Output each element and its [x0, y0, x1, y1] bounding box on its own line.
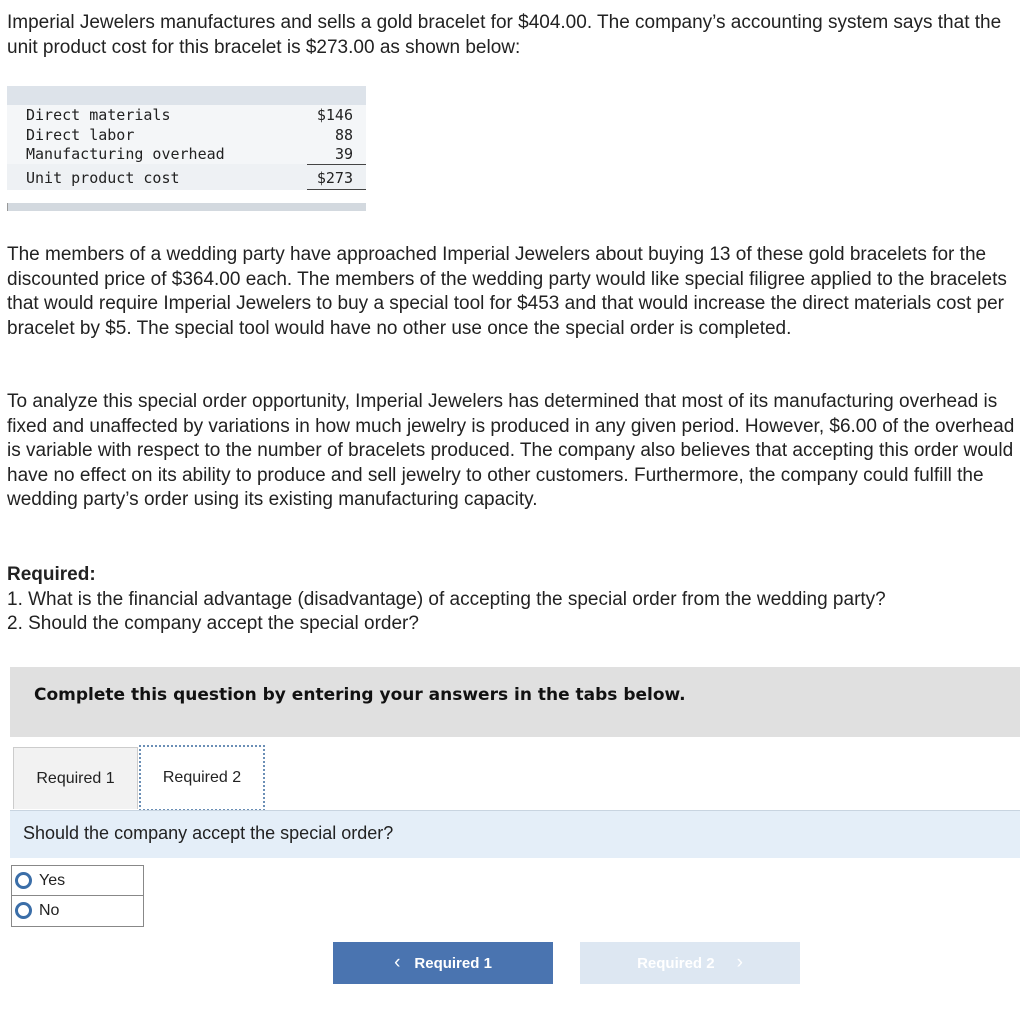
option-label: No: [39, 902, 60, 919]
instruction-bar: [10, 667, 1020, 737]
previous-button-label: Required 1: [414, 954, 492, 972]
scenario-paragraph: The members of a wedding party have approached Imperial Jewelers about buying 13 of these gold bracelets for the discounted price of $364.00 each. The members of the wedding party would like special filigree applied to the bracelets that would require Imperial Jewelers to buy a special tool for $453 and that would increase the direct materials cost per bracelet by $5. The special tool would have no other use once the special order is completed.: [7, 244, 1007, 339]
required-question-2: 2. Should the company accept the special order?: [7, 613, 419, 634]
row-value: 39: [334, 145, 353, 163]
table-row: [7, 144, 366, 164]
required-section: [7, 563, 1019, 637]
chevron-right-icon: ›: [736, 952, 743, 973]
table-row: [7, 125, 366, 145]
tab-required-2[interactable]: Required 2: [139, 745, 265, 811]
next-button[interactable]: [580, 942, 800, 984]
cost-table: [7, 86, 366, 190]
next-button-label: Required 2: [637, 954, 715, 972]
row-value: 88: [334, 125, 353, 144]
required-question-1: 1. What is the financial advantage (disadvantage) of accepting the special order from the wedding party?: [7, 588, 886, 610]
option-no[interactable]: [11, 896, 144, 927]
total-divider: [307, 164, 366, 165]
question-text: Should the company accept the special order?: [23, 823, 394, 843]
intro-paragraph: Imperial Jewelers manufactures and sells a gold bracelet for $404.00. The company’s accounting system says that the unit product cost for this bracelet is $273.00 as shown below:: [7, 12, 1002, 58]
tab-required-1[interactable]: Required 1: [13, 747, 138, 809]
question-panel: [10, 810, 1020, 858]
radio-icon[interactable]: [15, 902, 32, 919]
row-value: $146: [316, 106, 353, 124]
table-footer-bar: [7, 203, 366, 211]
option-yes[interactable]: [11, 865, 144, 896]
total-label: Unit product cost: [26, 168, 180, 187]
previous-button[interactable]: [333, 942, 553, 984]
instruction-text: Complete this question by entering your answers in the tabs below.: [34, 685, 686, 705]
option-label: Yes: [39, 872, 66, 889]
chevron-left-icon: ‹: [394, 952, 401, 973]
row-label: Manufacturing overhead: [26, 145, 225, 163]
row-label: Direct labor: [26, 125, 135, 144]
table-header-bar: [7, 86, 366, 105]
analysis-paragraph: To analyze this special order opportunity, Imperial Jewelers has determined that most of its manufacturing overhead is fixed and unaffected by variations in how much jewelry is produced in any given period. However, $6.00 of the overhead is variable with respect to the number of bracelets produced. The company also believes that accepting this order would have no effect on its ability to produce and sell jewelry to other customers. Furthermore, the company could fulfill the wedding party’s order using its existing manufacturing capacity.: [7, 391, 1015, 510]
required-heading: Required:: [7, 564, 96, 585]
table-row: [7, 105, 366, 125]
total-value: $273: [316, 168, 353, 187]
table-total-row: [7, 164, 366, 190]
row-label: Direct materials: [26, 106, 171, 124]
radio-icon[interactable]: [15, 872, 32, 889]
total-underline: [307, 189, 366, 190]
